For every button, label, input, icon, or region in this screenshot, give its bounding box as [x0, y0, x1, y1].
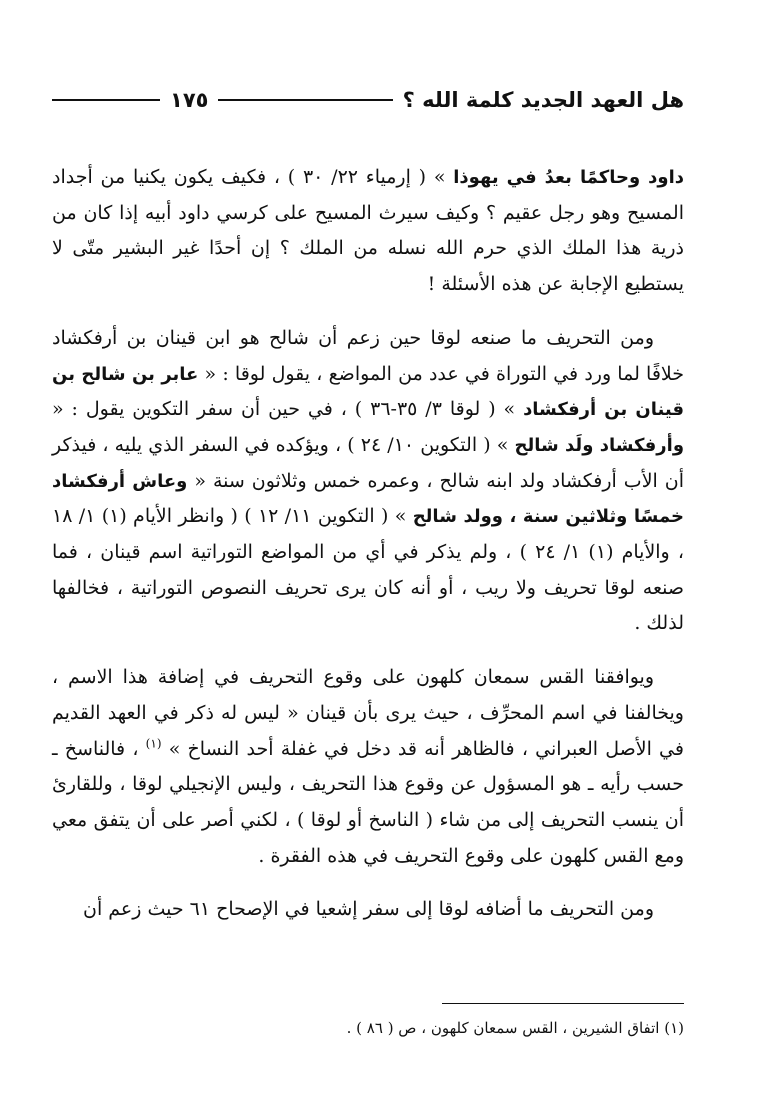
paragraph-1: [52, 160, 684, 303]
footnote-reference: (١): [145, 736, 162, 751]
quote-bold: عابر بن شالح بن قينان بن أرفكشاد: [52, 363, 684, 421]
header-rule-end: [52, 99, 160, 101]
quote-bold: وأرفكشاد ولَد شالح: [514, 434, 685, 456]
header-title: هل العهد الجديد كلمة الله ؟: [402, 88, 684, 112]
paragraph-text: ومن التحريف ما أضافه لوقا إلى سفر إشعيا في الإصحاح ٦١ حيث زعم أن: [83, 898, 654, 921]
paragraph-2: [52, 321, 684, 642]
quote-bold: وعاش أرفكشاد خمسًا وثلاثين سنة ، وولد شالح: [52, 470, 684, 528]
page-number: ١٧٥: [170, 88, 209, 112]
paragraph-text: » ( إرمياء ٢٢/ ٣٠ ) ، فكيف يكون يكنيا من أجداد المسيح وهو رجل عقيم ؟ وكيف سيرث المسيح على كرسي داود أبيه إذا كان من ذرية هذا الملك الذي حرم الله نسله من الملك ؟ إن أحدًا غير البشير متّى لا يستطيع الإجابة عن هذه الأسئلة !: [52, 166, 684, 296]
paragraph-text: ويوافقنا القس سمعان كلهون على وقوع التحريف في إضافة هذا الاسم ، ويخالفنا في اسم المحرِّف ، حيث يرى بأن قينان « ليس له ذكر في العهد القديم في الأصل العبراني ، فالظاهر أنه قد دخل في غفلة أحد النساخ »: [52, 666, 684, 760]
paragraph-text: » ( لوقا ٣/ ٣٥-٣٦ ) ، في حين أن سفر التكوين يقول : «: [52, 398, 524, 421]
paragraph-text: ، فالناسخ ـ حسب رأيه ـ هو المسؤول عن وقوع هذا التحريف ، وليس الإنجيلي لوقا ، وللقارئ أن ينسب التحريف إلى من شاء ( الناسخ أو لوقا ) ، لكني أصر على أن يتفق معي ومع القس كلهون على وقوع التحريف في هذه الفقرة .: [52, 737, 684, 867]
paragraph-text: » ( التكوين ١١/ ١٢ ) ( وانظر الأيام (١) ١/ ١٨ ، والأيام (١) ١/ ٢٤ ) ، ولم يذكر في أي من المواضع التوراتية اسم قينان ، فما صنعه لوقا تحريف ولا ريب ، أو أنه كان يرى تحريف النصوص التوراتية ، فخالفها لذلك .: [52, 505, 684, 635]
paragraph-text: ومن التحريف ما صنعه لوقا حين زعم أن شالح هو ابن قينان بن أرفكشاد خلافًا لما ورد في التوراة في عدد من المواضع ، يقول لوقا : «: [52, 326, 685, 385]
footnote: (١) اتفاق الشيرين ، القس سمعان كلهون ، ص ( ٨٦ ) .: [346, 1019, 684, 1037]
running-header: [52, 78, 684, 122]
paragraph-4: [52, 892, 684, 928]
footnote-divider: [442, 1003, 684, 1004]
book-page: [52, 78, 684, 1088]
paragraph-3: [52, 660, 684, 874]
quote-bold: داود وحاكمًا بعدُ في يهوذا: [453, 167, 684, 188]
paragraph-text: » ( التكوين ١٠/ ٢٤ ) ، ويؤكده في السفر الذي يليه ، فيذكر أن الأب أرفكشاد ولد ابنه شالح ، وعمره خمس وثلاثون سنة «: [52, 433, 685, 492]
header-rule-middle: [218, 99, 392, 101]
body-text: [52, 160, 684, 928]
